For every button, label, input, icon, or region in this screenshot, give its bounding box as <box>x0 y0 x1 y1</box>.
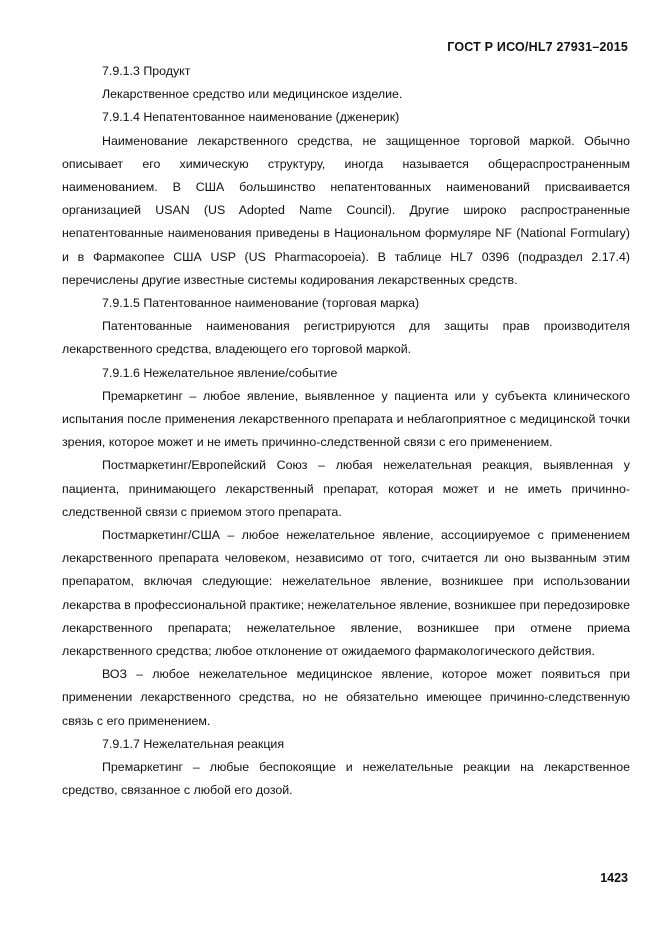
page-number: 1423 <box>600 871 628 885</box>
paragraph: ВОЗ – любое нежелательное медицинское явление, которое может появиться при применении лекарственного средства, но не обязательно имеющее причинно-следственную связь с его применением. <box>62 667 630 728</box>
section-heading: 7.9.1.6 Нежелательное явление/событие <box>102 365 338 380</box>
paragraph: Наименование лекарственного средства, не защищенное торговой маркой. Обычно описывает его химическую структуру, иногда называется общераспространенным наименованием. В США большинство непатентованных наименований присваивается организацией USAN (US Adopted Name Council). Другие широко распространенные непатентованные наименования приведены в Национальном формуляре NF (National Formulary) и в Фармакопее США USP (US Pharmacopoeia). В таблице HL7 0396 (подраздел 2.17.4) перечислены другие известные системы кодирования лекарственных средств. <box>62 133 630 287</box>
section-heading: 7.9.1.5 Патентованное наименование (торговая марка) <box>102 296 420 311</box>
paragraph: Премаркетинг – любые беспокоящие и нежелательные реакции на лекарственное средство, связанное с любой его дозой. <box>62 760 630 798</box>
paragraph: Лекарственное средство или медицинское изделие. <box>102 87 403 102</box>
paragraph: Постмаркетинг/США – любое нежелательное явление, ассоциируемое с применением лекарственного препарата человеком, независимо от того, считается ли оно вызванным этим препаратом, включая следующие: нежелательное явление, возникшее при использовании лекарства в профессиональной практике; нежелательное явление, возникшее при передозировке лекарственного препарата; нежелательное явление, возникшее при отмене приема лекарственного средства; любое отклонение от ожидаемого фармакологического действия. <box>62 528 630 659</box>
section-heading: 7.9.1.4 Непатентованное наименование (дженерик) <box>102 110 400 125</box>
section-heading: 7.9.1.3 Продукт <box>102 64 191 78</box>
document-body <box>62 60 630 803</box>
paragraph: Премаркетинг – любое явление, выявленное у пациента или у субъекта клинического испытания после применения лекарственного препарата и неблагоприятное с медицинской точки зрения, которое может и не иметь причинно-следственной связи с его применением. <box>62 388 630 450</box>
section-heading: 7.9.1.7 Нежелательная реакция <box>102 736 285 751</box>
paragraph: Постмаркетинг/Европейский Союз – любая нежелательная реакция, выявленная у пациента, принимающего лекарственный препарат, которая может и не иметь причинно-следственной связи с приемом этого препарата. <box>62 458 630 519</box>
standard-header: ГОСТ Р ИСО/HL7 27931–2015 <box>447 40 628 54</box>
paragraph: Патентованные наименования регистрируются для защиты прав производителя лекарственного средства, владеющего его торговой маркой. <box>62 319 630 357</box>
